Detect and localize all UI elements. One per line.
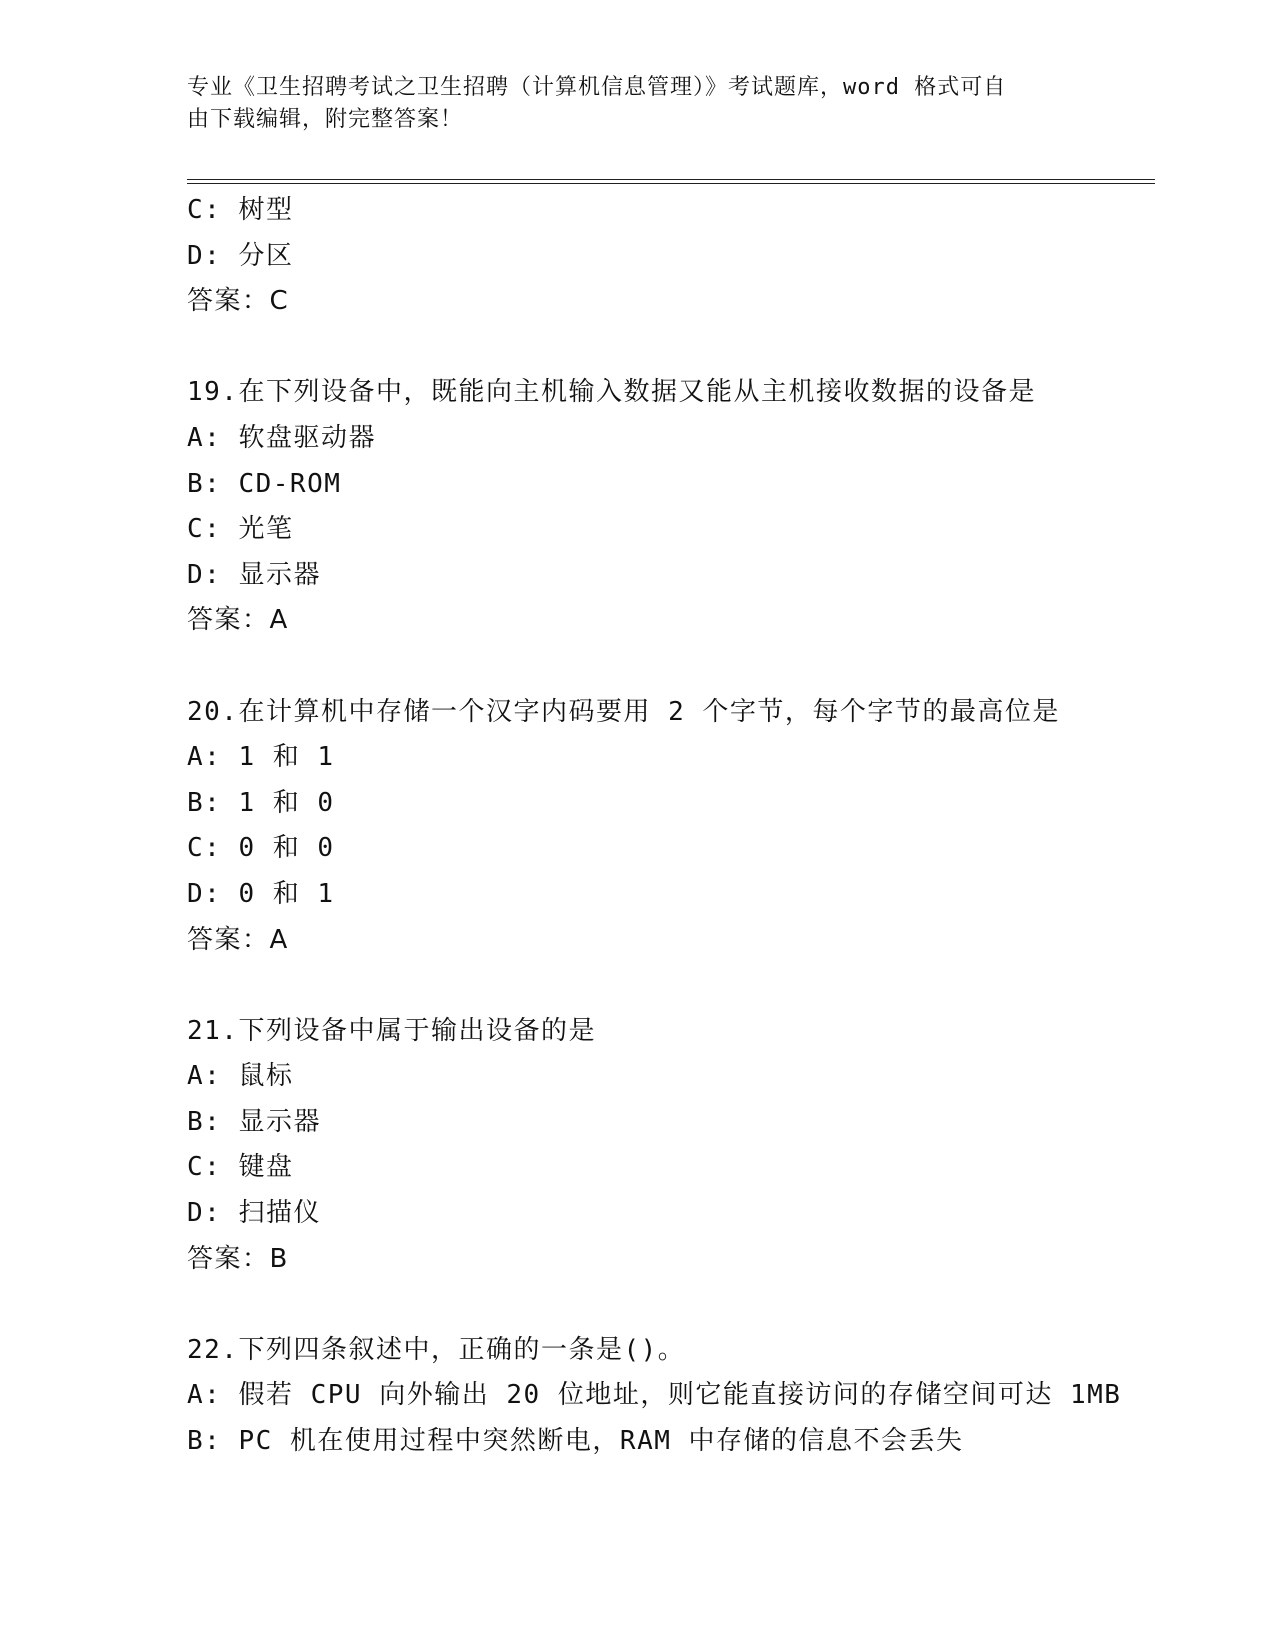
question-list (187, 188, 1187, 1465)
question-stem: 22.下列四条叙述中，正确的一条是()。 (187, 1334, 686, 1365)
header-line-1: 专业《卫生招聘考试之卫生招聘（计算机信息管理）》考试题库，word 格式可自 (187, 75, 1007, 100)
option-c: C: 0 和 0 (187, 833, 335, 864)
option-a: A: 假若 CPU 向外输出 20 位地址，则它能直接访问的存储空间可达 1MB (187, 1380, 1122, 1411)
question-19 (187, 370, 1187, 644)
document-header (187, 72, 1087, 136)
question-21 (187, 1009, 1187, 1283)
option-d: D: 分区 (187, 240, 294, 271)
option-d: D: 0 和 1 (187, 878, 335, 909)
option-c: C: 键盘 (187, 1152, 294, 1183)
option-b: B: CD-ROM (187, 468, 342, 499)
option-d: D: 显示器 (187, 559, 321, 590)
header-line-2: 由下载编辑，附完整答案！ (187, 107, 464, 132)
answer-line: 答案：C (187, 286, 290, 317)
question-stem: 19.在下列设备中，既能向主机输入数据又能从主机接收数据的设备是 (187, 377, 1036, 408)
question-22 (187, 1328, 1187, 1465)
answer-line: 答案：B (187, 1243, 289, 1274)
question-stem: 20.在计算机中存储一个汉字内码要用 2 个字节，每个字节的最高位是 (187, 696, 1060, 727)
option-a: A: 软盘驱动器 (187, 422, 376, 453)
option-a: A: 1 和 1 (187, 742, 335, 773)
option-c: C: 树型 (187, 195, 294, 225)
question-18-continued (187, 188, 1187, 325)
question-stem: 21.下列设备中属于输出设备的是 (187, 1015, 596, 1046)
answer-line: 答案：A (187, 924, 289, 955)
option-b: B: 显示器 (187, 1106, 321, 1137)
header-divider (187, 179, 1155, 184)
option-c: C: 光笔 (187, 514, 294, 545)
option-d: D: 扫描仪 (187, 1198, 321, 1229)
option-b: B: PC 机在使用过程中突然断电，RAM 中存储的信息不会丢失 (187, 1426, 964, 1457)
answer-line: 答案：A (187, 605, 289, 636)
option-b: B: 1 和 0 (187, 787, 335, 818)
question-20 (187, 690, 1187, 964)
option-a: A: 鼠标 (187, 1061, 294, 1092)
